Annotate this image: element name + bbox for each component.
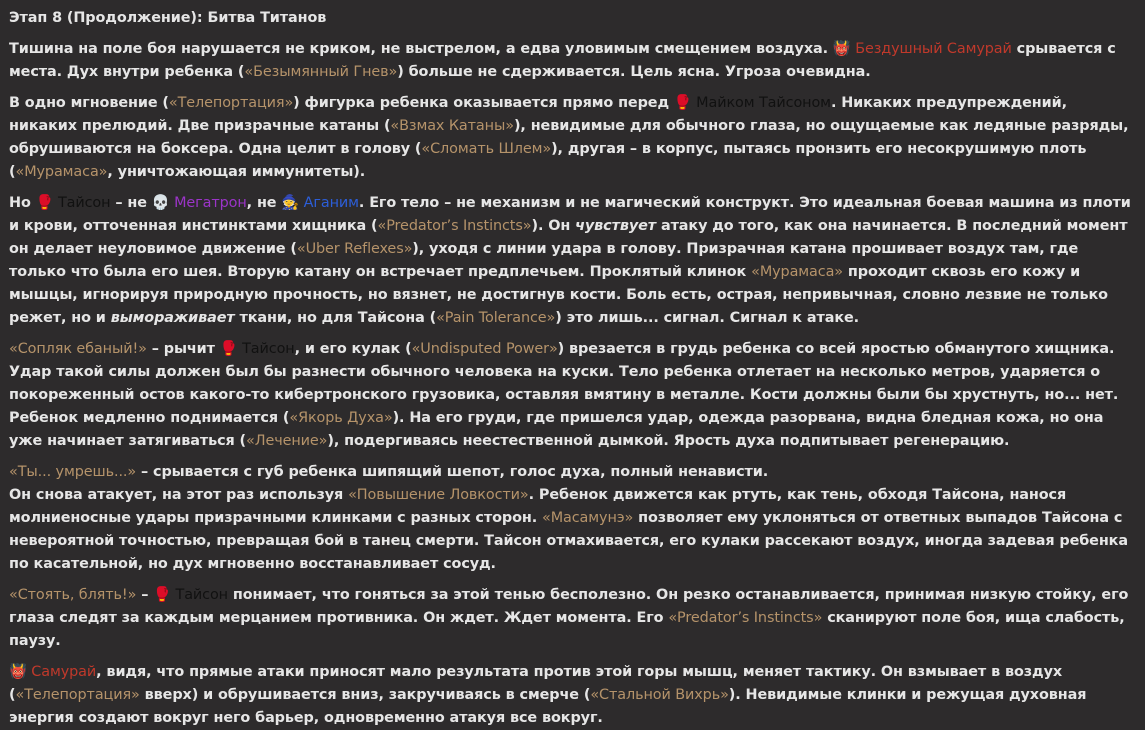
character-name: Тайсон xyxy=(237,341,295,357)
text-run: Тишина на поле боя нарушается не криком, не выстрелом, а едва уловимым смещением воздуха. xyxy=(9,41,833,57)
paragraph xyxy=(9,584,1135,653)
character-name: Мегатрон xyxy=(169,195,247,211)
skill-name: «Стальной Вихрь» xyxy=(590,687,729,703)
skill-name: «Масамунэ» xyxy=(542,510,634,526)
text-run: , видя, что прямые атаки приносят мало результата против этой горы мышц, меняет тактику. Он взмывает в воздух ( xyxy=(9,664,1063,703)
text-run: . Его тело – не механизм и не магический конструкт. Это идеальная боевая машина из плоти и крови, отточенная инстинктами хищника ( xyxy=(9,195,1131,234)
skill-name: «Сопляк ебаный!» xyxy=(9,341,147,357)
story-body xyxy=(9,38,1135,730)
paragraph xyxy=(9,38,1135,84)
text-run: . Никаких предупреждений, никаких прелюдий. Две призрачные катаны ( xyxy=(9,95,1067,134)
emphasis: вымораживает xyxy=(110,310,235,326)
skill-name: «Мурамаса» xyxy=(15,164,108,180)
text-run: – рычит xyxy=(146,341,220,357)
skill-name: «Стоять, блять!» xyxy=(9,587,137,603)
paragraph xyxy=(9,92,1135,184)
character-emoji-icon: 🥊 xyxy=(673,95,692,111)
emphasis: чувствует xyxy=(575,218,657,234)
text-run: , уничтожающая иммунитеты). xyxy=(107,164,366,180)
skill-name: «Лечение» xyxy=(246,433,328,449)
text-run: В одно мгновение ( xyxy=(9,95,169,111)
character-name: Аганим xyxy=(299,195,359,211)
paragraph xyxy=(9,192,1135,330)
text-run: ткани, но для Тайсона ( xyxy=(234,310,437,326)
text-run: ), другая – в корпус, пытаясь пронзить его несокрушимую плоть ( xyxy=(9,141,1087,180)
text-run: , не xyxy=(246,195,282,211)
text-run: ), уходя с линии удара в голову. Призрачная катана прошивает воздух там, где только что была его шея. Вторую катану он встречает предплечьем. Проклятый клинок xyxy=(9,241,1079,280)
text-run: позволяет ему уклоняться от ответных выпадов Тайсона с невероятной точностью, превращая бой в танец смерти. Тайсон отмахивается, его кулаки рассекают воздух, иногда задевая ребенка по касательной, но дух мгновенно восстанавливает сосуд. xyxy=(9,510,1128,572)
skill-name: «Uber Reflexes» xyxy=(296,241,413,257)
text-run: Но xyxy=(9,195,36,211)
text-run: ), подергиваясь неестественной дымкой. Ярость духа подпитывает регенерацию. xyxy=(327,433,1010,449)
character-name: Майком Тайсоном xyxy=(691,95,831,111)
skill-name: «Повышение Ловкости» xyxy=(348,487,529,503)
skill-name: «Predator’s Instincts» xyxy=(377,218,532,234)
character-emoji-icon: 👹 xyxy=(9,664,27,680)
paragraph xyxy=(9,661,1135,730)
skill-name: «Pain Tolerance» xyxy=(436,310,556,326)
text-run: ) это лишь... сигнал. Сигнал к атаке. xyxy=(555,310,860,326)
text-run: проходит сквозь его кожу и мышцы, игнорируя природную прочность, но вязнет, не достигнув кости. Боль есть, острая, непривычная, словно лезвие не только режет, но и xyxy=(9,264,1108,326)
skill-name: «Якорь Духа» xyxy=(289,410,393,426)
skill-name: «Телепортация» xyxy=(15,687,140,703)
paragraph xyxy=(9,338,1135,453)
text-run: ), невидимые для обычного глаза, но ощущаемые как ледяные разряды, обрушиваются на боксера. Одна целит в голову ( xyxy=(9,118,1129,157)
text-run: понимает, что гоняться за этой тенью бесполезно. Он резко останавливается, принимая низкую стойку, его глаза следят за каждым мерцанием противника. Он ждет. Ждет момента. Его xyxy=(9,587,1129,626)
page-title: Этап 8 (Продолжение): Битва Титанов xyxy=(9,10,327,26)
character-name: Тайсон xyxy=(171,587,228,603)
skill-name: «Undisputed Power» xyxy=(411,341,558,357)
text-run: сканируют поле боя, ища слабость, паузу. xyxy=(9,610,1125,649)
skill-name: «Взмах Катаны» xyxy=(390,118,514,134)
paragraph xyxy=(9,461,1135,484)
text-run: вверх) и обрушивается вниз, закручиваясь в смерче ( xyxy=(139,687,591,703)
skill-name: «Сломать Шлем» xyxy=(421,141,552,157)
text-run: ). На его груди, где пришелся удар, одежда разорвана, видна бледная кожа, но она уже начинает затягиваться ( xyxy=(9,410,1104,449)
text-run: – срывается с губ ребенка шипящий шепот, голос духа, полный ненависти. xyxy=(136,464,769,480)
skill-name: «Predator’s Instincts» xyxy=(668,610,823,626)
text-run: Он снова атакует, на этот раз используя xyxy=(9,487,349,503)
text-run: . Ребенок движется как ртуть, как тень, обходя Тайсона, нанося молниеносные удары призрачными клинками с разных сторон. xyxy=(9,487,1067,526)
text-run: ) больше не сдерживается. Цель ясна. Угроза очевидна. xyxy=(397,64,871,80)
character-emoji-icon: 💀 xyxy=(151,195,170,211)
text-run: , и его кулак ( xyxy=(294,341,412,357)
character-emoji-icon: 🥊 xyxy=(35,195,54,211)
text-run: – xyxy=(136,587,154,603)
text-run: срывается с места. Дух внутри ребенка ( xyxy=(9,41,1116,80)
skill-name: «Мурамаса» xyxy=(751,264,844,280)
skill-name: «Ты... умрешь...» xyxy=(9,464,137,480)
text-run: атаку до того, как она начинается. В последний момент он делает неуловимое движение ( xyxy=(9,218,1128,257)
text-run: ) врезается в грудь ребенка со всей яростью обманутого хищника. Удар такой силы должен был бы разнести обычного человека на куски. Тело ребенка отлетает на несколько метров, ударяется о покореженный остов какого-то кибертронского грузовика, оставляя вмятину в металле. Кости должны были бы хрустнуть, но... нет. Ребенок медленно поднимается ( xyxy=(9,341,1119,426)
character-emoji-icon: 🥊 xyxy=(219,341,238,357)
text-run: – не xyxy=(110,195,152,211)
skill-name: «Безымянный Гнев» xyxy=(244,64,398,80)
skill-name: «Телепортация» xyxy=(168,95,294,111)
character-emoji-icon: 🧙 xyxy=(281,195,300,211)
character-emoji-icon: 🥊 xyxy=(153,587,172,603)
character-name: Тайсон xyxy=(53,195,111,211)
text-run: ). Он xyxy=(531,218,576,234)
character-name: Бездушный Самурай xyxy=(850,41,1012,57)
paragraph xyxy=(9,484,1135,576)
character-emoji-icon: 👹 xyxy=(832,41,851,57)
character-name: Самурай xyxy=(26,664,97,680)
text-run: ) фигурка ребенка оказывается прямо перед xyxy=(293,95,674,111)
text-run: ). Невидимые клинки и режущая духовная энергия создают вокруг него барьер, одновременно атакуя все вокруг. xyxy=(9,687,1087,726)
